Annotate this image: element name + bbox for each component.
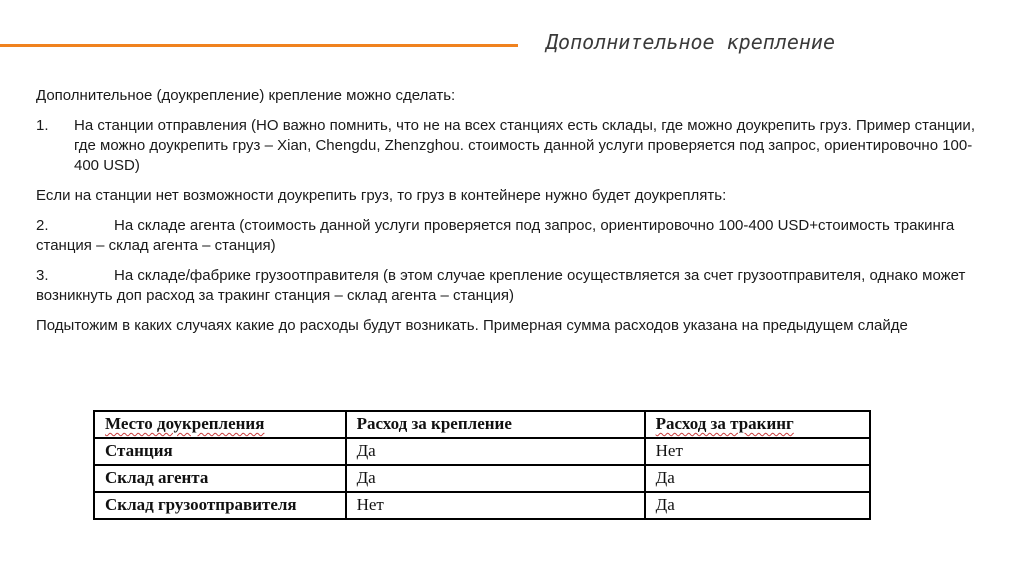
list-item-1-number: 1. (36, 117, 49, 134)
title-accent-line (0, 44, 518, 47)
table-header-row (94, 411, 870, 438)
table-cell-trucking: Да (645, 492, 870, 519)
list-item-1-text: На станции отправления (НО важно помнить, что не на всех станциях есть склады, где можно доукрепить груз. Пример станции, где можно доукрепить груз – Xian, Chengdu, Zhenzghou. стоимость данной услуги проверяется под запрос, ориентировочно 100-400 USD) (74, 117, 975, 174)
table-cell-fastening: Да (346, 438, 645, 465)
table-header-cell (94, 411, 346, 438)
list-item-2-number: 2. (36, 217, 49, 234)
list-item-2-text: На складе агента (стоимость данной услуги проверяется под запрос, ориентировочно 100-400 USD+стоимость тракинга станция – склад агента – станция) (36, 217, 955, 254)
table-row (94, 465, 870, 492)
list-item-3-number: 3. (36, 267, 49, 284)
intro-paragraph: Дополнительное (доукрепление) крепление можно сделать: (36, 87, 456, 104)
table-header-cell (645, 411, 870, 438)
list-item-3 (36, 266, 986, 306)
table-cell-fastening: Нет (346, 492, 645, 519)
header-trucking-cost: Расход за тракинг (655, 414, 794, 433)
slide-title: Дополнительное крепление (546, 30, 835, 54)
header-fastening-cost: Расход за крепление (356, 414, 512, 433)
table-cell-trucking: Нет (645, 438, 870, 465)
note-paragraph: Если на станции нет возможности доукрепить груз, то груз в контейнере нужно будет доукреплять: (36, 187, 727, 204)
table-cell-location: Склад агента (94, 465, 346, 492)
slide-body (36, 86, 986, 346)
table-row (94, 492, 870, 519)
list-item-2 (36, 216, 986, 256)
table-cell-fastening: Да (346, 465, 645, 492)
list-item-1 (36, 116, 986, 176)
header-location: Место доукрепления (105, 414, 265, 433)
list-item-3-text: На складе/фабрике грузоотправителя (в этом случае крепление осуществляется за счет грузоотправителя, однако может возникнуть доп расход за тракинг станция – склад агента – станция) (36, 267, 966, 304)
table-cell-trucking: Да (645, 465, 870, 492)
cost-table (93, 410, 871, 520)
table-cell-location: Станция (94, 438, 346, 465)
table-row (94, 438, 870, 465)
table-header-cell (346, 411, 645, 438)
summary-paragraph: Подытожим в каких случаях какие до расходы будут возникать. Примерная сумма расходов указана на предыдущем слайде (36, 317, 908, 334)
table-cell-location: Склад грузоотправителя (94, 492, 346, 519)
